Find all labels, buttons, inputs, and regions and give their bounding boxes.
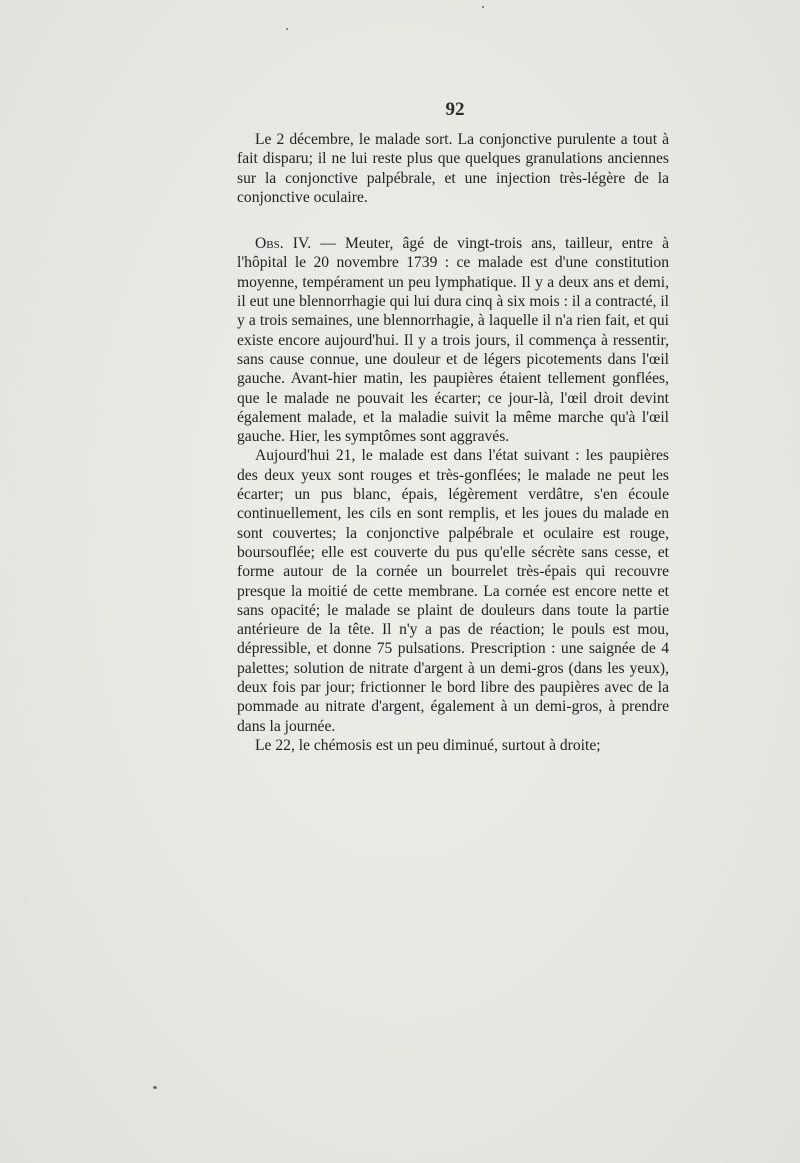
paragraph-observation — [237, 234, 669, 446]
observation-label: Obs. IV. — — [255, 235, 336, 253]
paper-speck — [286, 28, 288, 30]
paragraph-discharge: Le 2 décembre, le malade sort. La conjonctive purulente a tout à fait disparu; il ne lui reste plus que quelques granulations anciennes sur la conjonctive palpébrale, et une injection très-légère de la conjonctive oculaire. — [237, 131, 669, 206]
page-number: 92 — [445, 99, 465, 120]
paragraph-day-21: Aujourd'hui 21, le malade est dans l'état suivant : les paupières des deux yeux sont rouges et très-gonflées; le malade ne peut les écarter; un pus blanc, épais, légèrement verdâtre, s'en écoule continuellement, les cils en sont remplis, et les joues du malade en sont couvertes; la conjonctive palpébrale et oculaire est rouge, boursouflée; elle est couverte du pus qu'elle sécrète sans cesse, et forme autour de la cornée un bourrelet très-épais qui recouvre presque la moitié de cette membrane. La cornée est encore nette et sans opacité; le malade se plaint de douleurs dans toute la partie antérieure de la tête. Il n'y a pas de réaction; le pouls est mou, dépressible, et donne 75 pulsations. Prescription : une saignée de 4 palettes; solution de nitrate d'argent à un demi-gros (dans les yeux), deux fois par jour; frictionner le bord libre des paupières avec de la pommade au nitrate d'argent, également à un demi-gros, à prendre dans la journée. — [237, 447, 669, 735]
paragraph-day-22: Le 22, le chémosis est un peu diminué, surtout à droite; — [255, 736, 601, 754]
body-text — [237, 130, 669, 755]
observation-text: Meuter, âgé de vingt-trois ans, tailleur, entre à l'hôpital le 20 novembre 1739 : ce malade est d'une constitution moyenne, tempérament un peu lymphatique. Il y a deux ans et demi, il eut une blennorrhagie qui lui dura cinq à six mois : il a contracté, il y a trois semaines, une blennorrhagie, à laquelle il n'a rien fait, et qui existe encore aujourd'hui. Il y a trois jours, il commença à ressentir, sans cause connue, une douleur et de légers picotements dans l'œil gauche. Avant-hier matin, les paupières étaient tellement gonflées, que le malade ne pouvait les écarter; ce jour-là, l'œil droit devint également malade, et la maladie suivit la même marche qu'à l'œil gauche. Hier, les symptômes sont aggravés. — [237, 235, 669, 446]
paper-speck — [153, 1086, 157, 1089]
paper-speck — [482, 6, 484, 8]
